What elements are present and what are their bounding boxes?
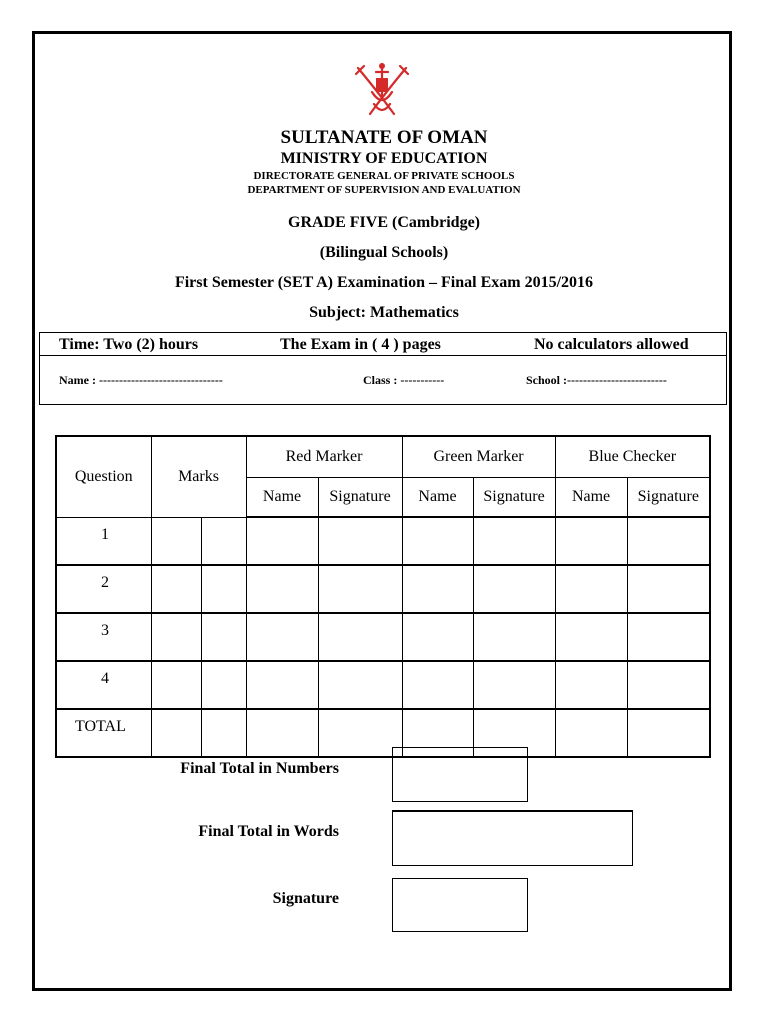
entry-cell[interactable] bbox=[402, 613, 473, 661]
entry-cell[interactable] bbox=[246, 517, 318, 565]
exam-title: First Semester (SET A) Examination – Final Exam 2015/2016 bbox=[174, 274, 594, 291]
entry-cell[interactable] bbox=[627, 565, 710, 613]
directorate-title: DIRECTORATE GENERAL OF PRIVATE SCHOOLS bbox=[253, 170, 515, 182]
class-field[interactable]: Class : ----------- bbox=[363, 373, 445, 387]
entry-cell[interactable] bbox=[246, 565, 318, 613]
marks-cell[interactable] bbox=[201, 613, 246, 661]
marks-cell[interactable] bbox=[151, 517, 201, 565]
marks-cell[interactable] bbox=[151, 661, 201, 709]
marks-header: Marks bbox=[151, 436, 246, 517]
blue-checker-header: Blue Checker bbox=[555, 436, 710, 478]
marks-table bbox=[55, 435, 711, 758]
marks-cell[interactable] bbox=[151, 565, 201, 613]
entry-cell[interactable] bbox=[627, 613, 710, 661]
entry-cell[interactable] bbox=[555, 565, 627, 613]
marks-cell[interactable] bbox=[151, 709, 201, 757]
table-row bbox=[56, 613, 710, 661]
entry-cell[interactable] bbox=[627, 661, 710, 709]
country-title: SULTANATE OF OMAN bbox=[280, 127, 488, 148]
school-field[interactable]: School :------------------------- bbox=[526, 373, 667, 387]
entry-cell[interactable] bbox=[555, 709, 627, 757]
table-row bbox=[56, 517, 710, 565]
marks-cell[interactable] bbox=[201, 565, 246, 613]
entry-cell[interactable] bbox=[555, 517, 627, 565]
entry-cell[interactable] bbox=[473, 613, 555, 661]
green-marker-header: Green Marker bbox=[402, 436, 555, 478]
signature-label: Signature bbox=[272, 890, 339, 907]
final-total-numbers-label: Final Total in Numbers bbox=[180, 760, 339, 777]
entry-cell[interactable] bbox=[318, 565, 402, 613]
final-total-words-label: Final Total in Words bbox=[198, 823, 339, 840]
entry-cell[interactable] bbox=[555, 661, 627, 709]
entry-cell[interactable] bbox=[473, 517, 555, 565]
entry-cell[interactable] bbox=[627, 517, 710, 565]
red-marker-header: Red Marker bbox=[246, 436, 402, 478]
question-number: 4 bbox=[56, 661, 151, 709]
subject-title: Subject: Mathematics bbox=[309, 304, 459, 321]
signature-box[interactable] bbox=[392, 878, 528, 932]
final-total-numbers-box[interactable] bbox=[392, 747, 528, 802]
entry-cell[interactable] bbox=[318, 613, 402, 661]
entry-cell[interactable] bbox=[402, 661, 473, 709]
table-row bbox=[56, 661, 710, 709]
ministry-title: MINISTRY OF EDUCATION bbox=[280, 150, 488, 167]
entry-cell[interactable] bbox=[246, 709, 318, 757]
marks-cell[interactable] bbox=[201, 517, 246, 565]
entry-cell[interactable] bbox=[402, 565, 473, 613]
info-divider bbox=[40, 355, 726, 356]
red-signature-header: Signature bbox=[318, 478, 402, 518]
final-total-words-box[interactable] bbox=[392, 810, 633, 866]
entry-cell[interactable] bbox=[318, 709, 402, 757]
entry-cell[interactable] bbox=[555, 613, 627, 661]
table-row bbox=[56, 565, 710, 613]
entry-cell[interactable] bbox=[318, 661, 402, 709]
marks-cell[interactable] bbox=[201, 661, 246, 709]
total-label: TOTAL bbox=[56, 709, 151, 757]
green-signature-header: Signature bbox=[473, 478, 555, 518]
entry-cell[interactable] bbox=[473, 565, 555, 613]
grade-title: GRADE FIVE (Cambridge) bbox=[288, 214, 480, 231]
marks-cell[interactable] bbox=[151, 613, 201, 661]
total-row bbox=[56, 709, 710, 757]
calculators-info: No calculators allowed bbox=[534, 336, 689, 353]
question-header: Question bbox=[56, 436, 151, 517]
oman-national-emblem-icon bbox=[350, 58, 414, 122]
schools-title: (Bilingual Schools) bbox=[319, 244, 449, 261]
exam-info-box bbox=[39, 332, 727, 405]
time-info: Time: Two (2) hours bbox=[59, 336, 199, 353]
blue-signature-header: Signature bbox=[627, 478, 710, 518]
green-name-header: Name bbox=[402, 478, 473, 518]
question-number: 1 bbox=[56, 517, 151, 565]
red-name-header: Name bbox=[246, 478, 318, 518]
entry-cell[interactable] bbox=[246, 661, 318, 709]
blue-name-header: Name bbox=[555, 478, 627, 518]
entry-cell[interactable] bbox=[473, 661, 555, 709]
department-title: DEPARTMENT OF SUPERVISION AND EVALUATION bbox=[247, 184, 521, 196]
entry-cell[interactable] bbox=[318, 517, 402, 565]
name-field[interactable]: Name : ------------------------------- bbox=[59, 373, 223, 387]
entry-cell[interactable] bbox=[246, 613, 318, 661]
question-number: 2 bbox=[56, 565, 151, 613]
marks-cell[interactable] bbox=[201, 709, 246, 757]
pages-info: The Exam in ( 4 ) pages bbox=[280, 336, 441, 353]
entry-cell[interactable] bbox=[627, 709, 710, 757]
entry-cell[interactable] bbox=[402, 517, 473, 565]
question-number: 3 bbox=[56, 613, 151, 661]
